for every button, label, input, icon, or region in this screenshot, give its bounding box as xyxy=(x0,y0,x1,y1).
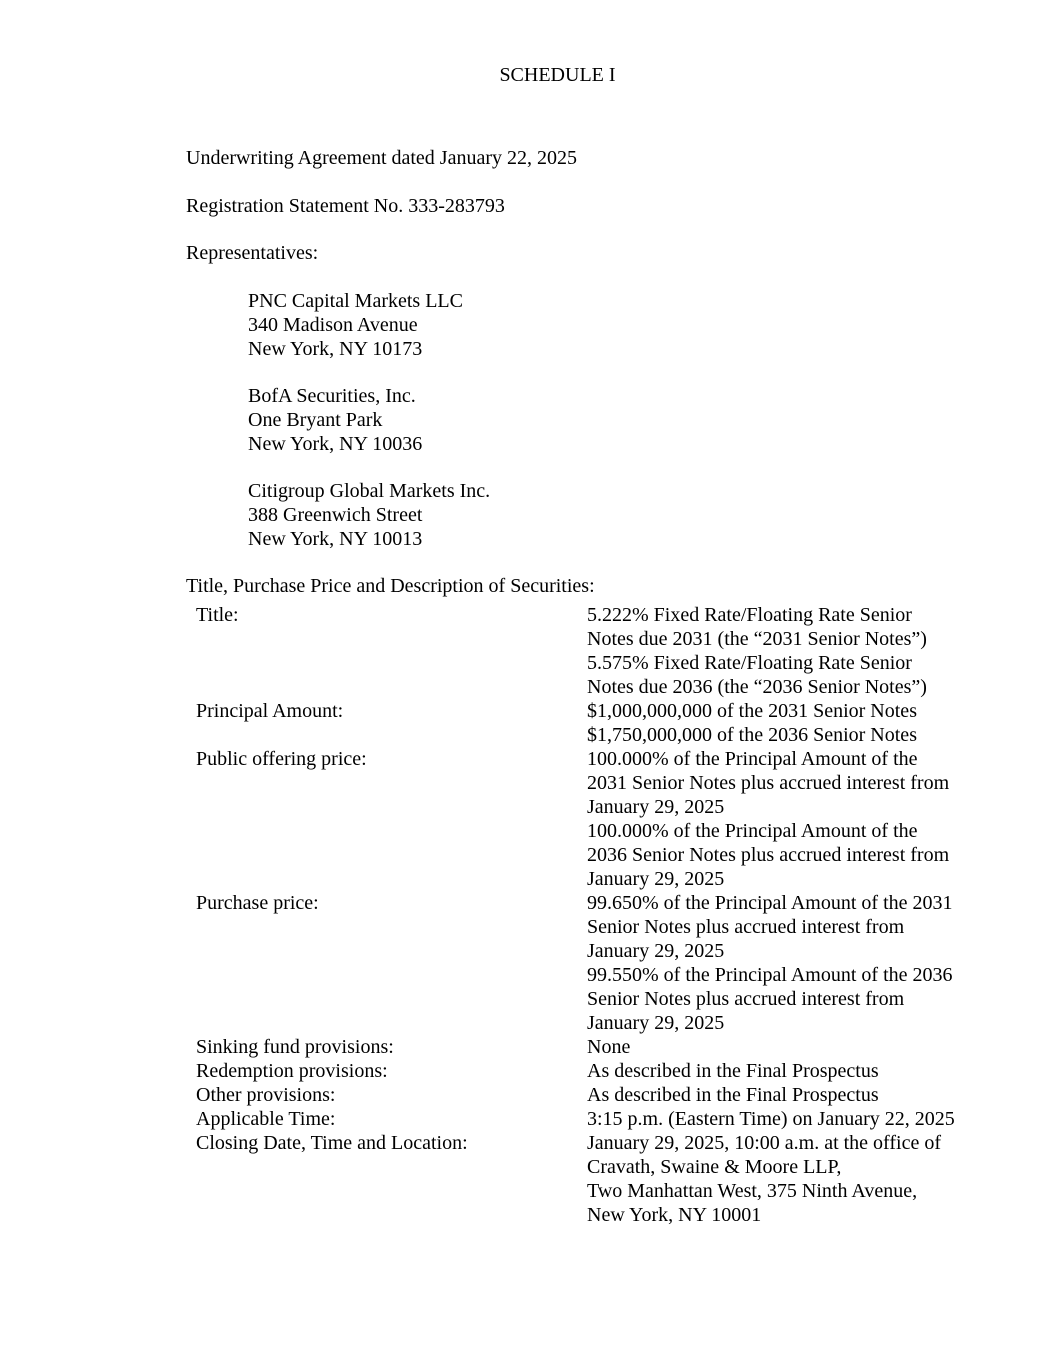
schedule-title: SCHEDULE I xyxy=(499,64,616,86)
term-values xyxy=(587,1083,879,1107)
term-value-line: 99.550% of the Principal Amount of the 2036 xyxy=(587,964,953,986)
term-value-line: 5.222% Fixed Rate/Floating Rate Senior xyxy=(587,604,912,626)
securities-heading: Title, Purchase Price and Description of Securities: xyxy=(186,575,595,597)
representatives-heading: Representatives: xyxy=(186,242,319,264)
term-label: Closing Date, Time and Location: xyxy=(196,1132,468,1154)
term-row-other-provisions xyxy=(196,1083,955,1107)
term-value-line: 5.575% Fixed Rate/Floating Rate Senior xyxy=(587,652,912,674)
representative-name: BofA Securities, Inc. xyxy=(248,385,416,407)
term-values xyxy=(587,699,917,747)
underwriting-agreement-date: Underwriting Agreement dated January 22, 2025 xyxy=(186,147,578,169)
registration-statement-number: Registration Statement No. 333-283793 xyxy=(186,195,505,217)
term-value-line: 100.000% of the Principal Amount of the xyxy=(587,820,918,842)
term-values xyxy=(587,1131,941,1227)
representative-street: One Bryant Park xyxy=(248,409,383,431)
term-value-line: As described in the Final Prospectus xyxy=(587,1060,879,1082)
term-value-line: January 29, 2025, 10:00 a.m. at the office of xyxy=(587,1132,941,1154)
term-label: Public offering price: xyxy=(196,748,367,770)
representative-city: New York, NY 10036 xyxy=(248,433,423,455)
term-value-line: 2036 Senior Notes plus accrued interest from xyxy=(587,844,950,866)
representative-citigroup xyxy=(248,479,490,551)
term-label: Principal Amount: xyxy=(196,700,344,722)
term-value-line: January 29, 2025 xyxy=(587,868,725,890)
term-label: Applicable Time: xyxy=(196,1108,336,1130)
term-value-line: Cravath, Swaine & Moore LLP, xyxy=(587,1156,842,1178)
representative-name: Citigroup Global Markets Inc. xyxy=(248,480,491,502)
term-row-public-offering-price xyxy=(196,747,955,891)
term-values xyxy=(587,1059,879,1083)
term-value-line: $1,000,000,000 of the 2031 Senior Notes xyxy=(587,700,917,722)
term-values xyxy=(587,603,927,699)
term-value-line: $1,750,000,000 of the 2036 Senior Notes xyxy=(587,724,917,746)
term-value-line: Senior Notes plus accrued interest from xyxy=(587,988,905,1010)
term-value-line: January 29, 2025 xyxy=(587,1012,725,1034)
term-label: Sinking fund provisions: xyxy=(196,1036,394,1058)
term-value-line: January 29, 2025 xyxy=(587,796,725,818)
term-values xyxy=(587,891,953,1035)
representative-pnc xyxy=(248,289,463,361)
term-row-title xyxy=(196,603,955,699)
term-value-line: 100.000% of the Principal Amount of the xyxy=(587,748,918,770)
representative-city: New York, NY 10013 xyxy=(248,528,423,550)
representative-street: 340 Madison Avenue xyxy=(248,314,418,336)
term-value-line: Notes due 2031 (the “2031 Senior Notes”) xyxy=(587,628,927,650)
term-row-purchase-price xyxy=(196,891,955,1035)
term-label: Purchase price: xyxy=(196,892,319,914)
term-value-line: Notes due 2036 (the “2036 Senior Notes”) xyxy=(587,676,927,698)
term-values xyxy=(587,1107,955,1131)
term-value-line: New York, NY 10001 xyxy=(587,1204,762,1226)
term-row-redemption xyxy=(196,1059,955,1083)
term-row-closing xyxy=(196,1131,955,1227)
term-values xyxy=(587,747,949,891)
representative-name: PNC Capital Markets LLC xyxy=(248,290,463,312)
term-value-line: 3:15 p.m. (Eastern Time) on January 22, 2025 xyxy=(587,1108,955,1130)
term-value-line: As described in the Final Prospectus xyxy=(587,1084,879,1106)
securities-terms-table xyxy=(196,603,955,1227)
representative-bofa xyxy=(248,384,422,456)
term-value-line: None xyxy=(587,1036,631,1058)
term-value-line: Senior Notes plus accrued interest from xyxy=(587,916,905,938)
term-label: Other provisions: xyxy=(196,1084,336,1106)
term-row-applicable-time xyxy=(196,1107,955,1131)
term-label: Title: xyxy=(196,604,239,626)
term-row-sinking-fund xyxy=(196,1035,955,1059)
term-value-line: 2031 Senior Notes plus accrued interest from xyxy=(587,772,950,794)
term-values xyxy=(587,1035,630,1059)
representative-street: 388 Greenwich Street xyxy=(248,504,423,526)
term-value-line: Two Manhattan West, 375 Ninth Avenue, xyxy=(587,1180,918,1202)
term-value-line: January 29, 2025 xyxy=(587,940,725,962)
term-label: Redemption provisions: xyxy=(196,1060,388,1082)
term-row-principal-amount xyxy=(196,699,955,747)
representative-city: New York, NY 10173 xyxy=(248,338,423,360)
term-value-line: 99.650% of the Principal Amount of the 2031 xyxy=(587,892,953,914)
